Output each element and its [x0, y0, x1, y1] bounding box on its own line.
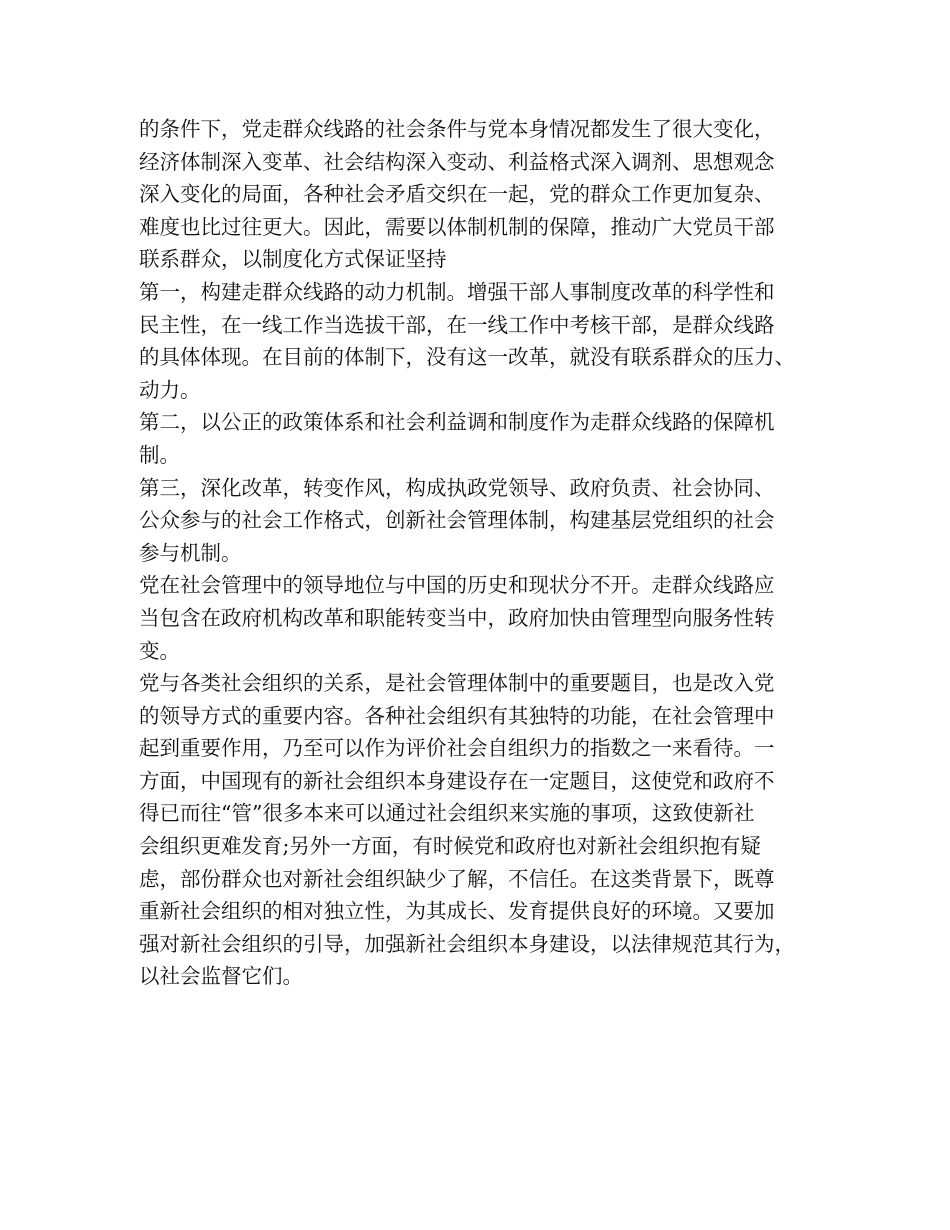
text-line: 第三，深化改革，转变作风，构成执政党领导、政府负责、社会协同、 [139, 475, 775, 500]
body-text [139, 113, 819, 993]
text-line: 以社会监督它们。 [139, 964, 303, 989]
text-line: 难度也比过往更大。因此，需要以体制机制的保障，推动广大党员干部 [139, 214, 775, 239]
text-line: 方面，中国现有的新社会组织本身建设存在一定题目，这使党和政府不 [139, 768, 775, 793]
text-line: 深入变化的局面，各种社会矛盾交织在一起，党的群众工作更加复杂、 [139, 182, 775, 207]
text-line: 得已而往“管”很多本来可以通过社会组织来实施的事项，这致使新社 [139, 801, 755, 826]
text-line: 公众参与的社会工作格式，创新社会管理体制，构建基层党组织的社会 [139, 508, 775, 533]
text-line: 的领导方式的重要内容。各种社会组织有其独特的功能，在社会管理中 [139, 703, 775, 728]
text-line: 变。 [139, 638, 180, 663]
text-line: 民主性，在一线工作当选拔干部，在一线工作中考核干部，是群众线路 [139, 312, 775, 337]
text-line: 当包含在政府机构改革和职能转变当中，政府加快由管理型向服务性转 [139, 605, 775, 630]
text-line: 强对新社会组织的引导，加强新社会组织本身建设，以法律规范其行为， [139, 931, 795, 956]
text-line: 会组织更难发育;另外一方面，有时候党和政府也对新社会组织抱有疑 [139, 834, 761, 859]
text-line: 党与各类社会组织的关系，是社会管理体制中的重要题目，也是改入党 [139, 671, 775, 696]
text-line: 的条件下，党走群众线路的社会条件与党本身情况都发生了很大变化， [139, 117, 775, 141]
text-line: 经济体制深入变革、社会结构深入变动、利益格式深入调剂、思想观念 [139, 149, 775, 174]
text-line: 起到重要作用，乃至可以作为评价社会自组织力的指数之一来看待。一 [139, 736, 775, 761]
text-line: 第一，构建走群众线路的动力机制。增强干部人事制度改革的科学性和 [139, 279, 775, 304]
text-line: 联系群众，以制度化方式保证坚持 [139, 247, 447, 272]
text-line: 动力。 [139, 377, 201, 402]
text-line: 参与机制。 [139, 540, 242, 565]
text-line: 重新社会组织的相对独立性，为其成长、发育提供良好的环境。又要加 [139, 899, 775, 924]
text-line: 的具体体现。在目前的体制下，没有这一改革，就没有联系群众的压力、 [139, 345, 795, 370]
text-line: 第二，以公正的政策体系和社会利益调和制度作为走群众线路的保障机 [139, 410, 775, 435]
text-line: 制。 [139, 442, 180, 467]
text-line: 虑，部份群众也对新社会组织缺少了解，不信任。在这类背景下，既尊 [139, 866, 775, 891]
text-line: 党在社会管理中的领导地位与中国的历史和现状分不开。走群众线路应 [139, 573, 775, 598]
